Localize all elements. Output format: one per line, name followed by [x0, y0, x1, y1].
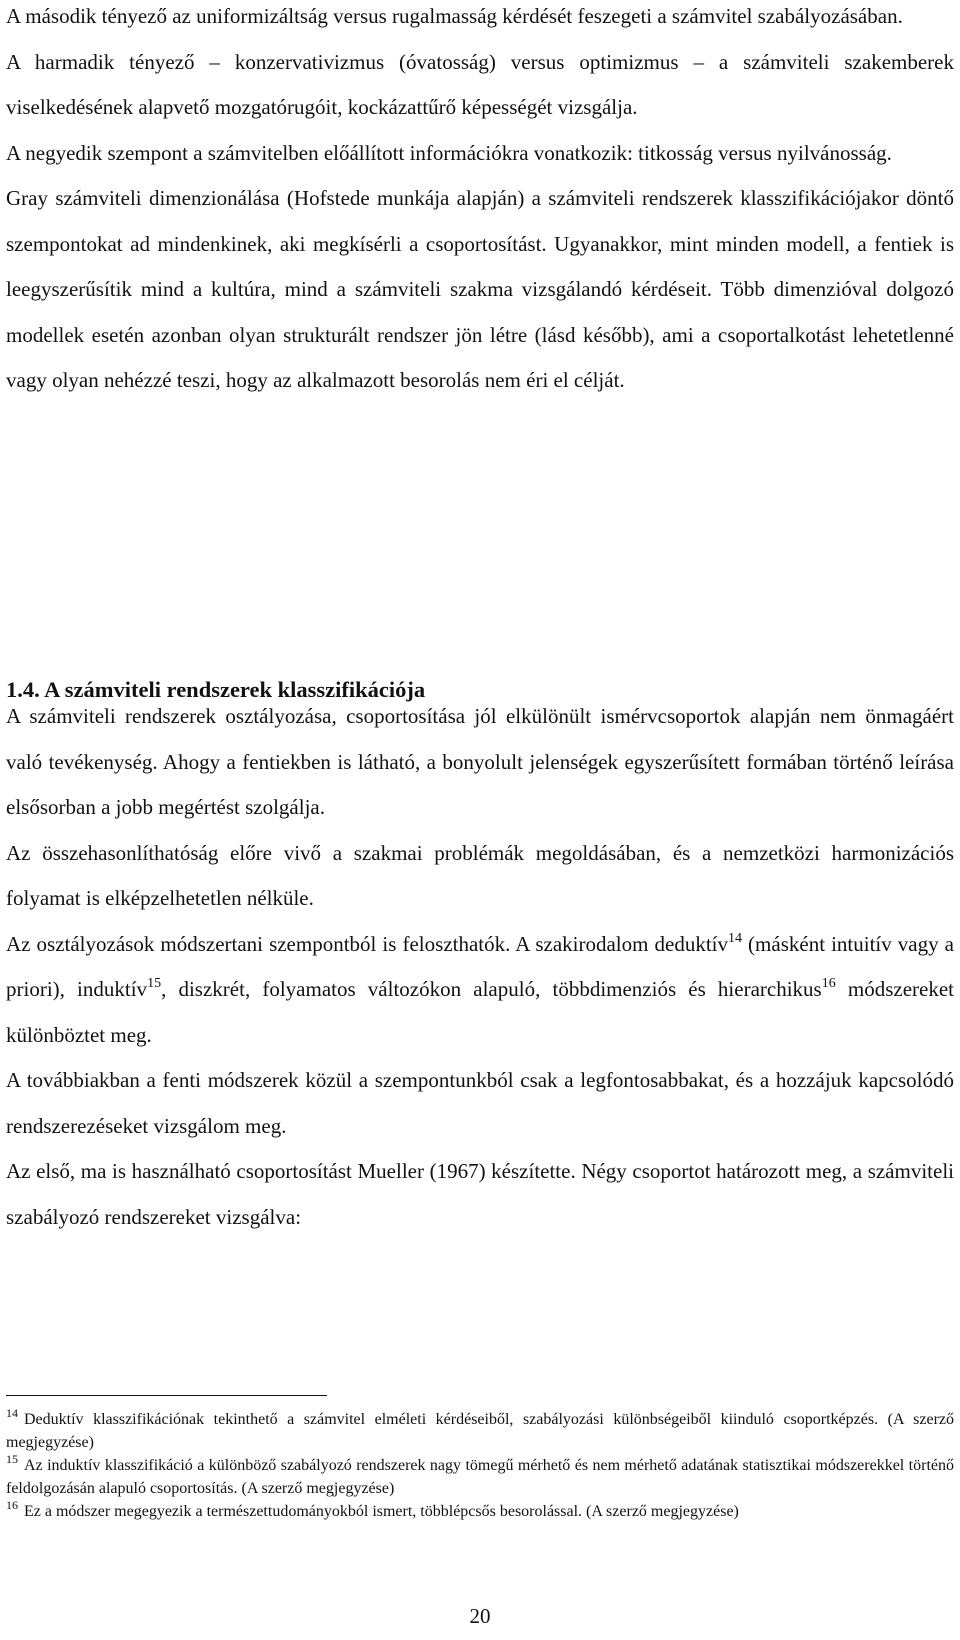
footnote-16 [6, 1500, 954, 1523]
methods-text-3: , diszkrét, folyamatos változókon alapuló, többdimenziós és hierarchikus [161, 977, 822, 1001]
footnote-text: Deduktív klasszifikációnak tekinthető a számvitel elméleti kérdéseiből, szabályozási különbségeiből kiinduló csoportképzés. (A szerző megjegyzése) [6, 1411, 954, 1451]
footnote-text: Az induktív klasszifikáció a különböző szabályozó rendszerek nagy tömegű mérhető és nem mérhető adatának statisztikai módszerekkel történő feldolgozásán alapuló csoportosítás. (A szerző megjegyzése) [6, 1457, 954, 1497]
paragraph-uniformity: A második tényező az uniformizáltság versus rugalmasság kérdését feszegeti a számvitel szabályozásában. [6, 4, 903, 28]
paragraph-gray-dimensions: Gray számviteli dimenzionálása (Hofstede munkája alapján) a számviteli rendszerek klasszifikációjakor döntő szempontokat ad mindenkinek, aki megkísérli a csoportosítást. Ugyanakkor, mint minden modell, a fentiek is leegyszerűsítik mind a kultúra, mind a számviteli szakma vizsgálandó kérdéseit. Több dimenzióval dolgozó modellek esetén azonban olyan strukturált rendszer jön létre (lásd később), ami a csoportalkotást lehetetlenné vagy olyan nehézzé teszi, hogy az alkalmazott besorolás nem éri el célját. [6, 186, 954, 392]
methods-text-4: módszereket különböztet meg. [6, 977, 955, 1047]
footnote-ref-15[interactable]: 15 [147, 976, 162, 991]
page-number: 20 [469, 1604, 491, 1628]
paragraph-further-study: A továbbiakban a fenti módszerek közül a szempontunkból csak a legfontosabbakat, és a hozzájuk kapcsolódó rendszerezéseket vizsgálom meg. [6, 1068, 954, 1138]
paragraph-comparability: Az összehasonlíthatóság előre vivő a szakmai problémák megoldásában, és a nemzetközi harmonizációs folyamat is elképzelhetetlen nélküle. [6, 840, 954, 910]
paragraph-methods [6, 922, 954, 1059]
footnote-text: Ez a módszer megegyezik a természettudományokból ismert, többlépcsős besorolással. (A szerző megjegyzése) [24, 1503, 739, 1520]
footnotes [6, 1408, 954, 1523]
paragraph-mueller: Az első, ma is használható csoportosítást Mueller (1967) készítette. Négy csoportot határozott meg, a számviteli szabályozó rendszereket vizsgálva: [6, 1159, 954, 1229]
footnote-14 [6, 1408, 954, 1454]
footnote-separator [6, 1395, 327, 1396]
methods-text-2: (másként intuitív vagy a priori), induktív [6, 931, 954, 1001]
footnote-ref-16[interactable]: 16 [821, 976, 836, 991]
paragraph-secrecy: A negyedik szempont a számvitelben előállított információkra vonatkozik: titkosság versus nyilvánosság. [6, 140, 892, 165]
footnote-number: 16 [6, 1498, 18, 1512]
footnote-number: 14 [6, 1406, 18, 1420]
methods-text-1: Az osztályozások módszertani szempontból is feloszthatók. A szakirodalom deduktív [6, 931, 728, 956]
section-heading: 1.4. A számviteli rendszerek klasszifikációja [6, 677, 426, 702]
body-text-lower [6, 694, 954, 1240]
body-text-upper [6, 0, 954, 404]
paragraph-conservatism: A harmadik tényező – konzervativizmus (óvatosság) versus optimizmus – a számviteli szakemberek viselkedésének alapvető mozgatórugóit, kockázattűrő képességét vizsgálja. [6, 49, 954, 119]
footnote-15 [6, 1454, 954, 1500]
footnote-ref-14[interactable]: 14 [728, 930, 742, 946]
paragraph-classification-purpose: A számviteli rendszerek osztályozása, csoportosítása jól elkülönült ismérvcsoportok alapján nem önmagáért való tevékenység. Ahogy a fentiekben is látható, a bonyolult jelenségek egyszerűsített formában történő leírása elsősorban a jobb megértést szolgálja. [6, 704, 954, 819]
footnote-number: 15 [6, 1452, 18, 1466]
